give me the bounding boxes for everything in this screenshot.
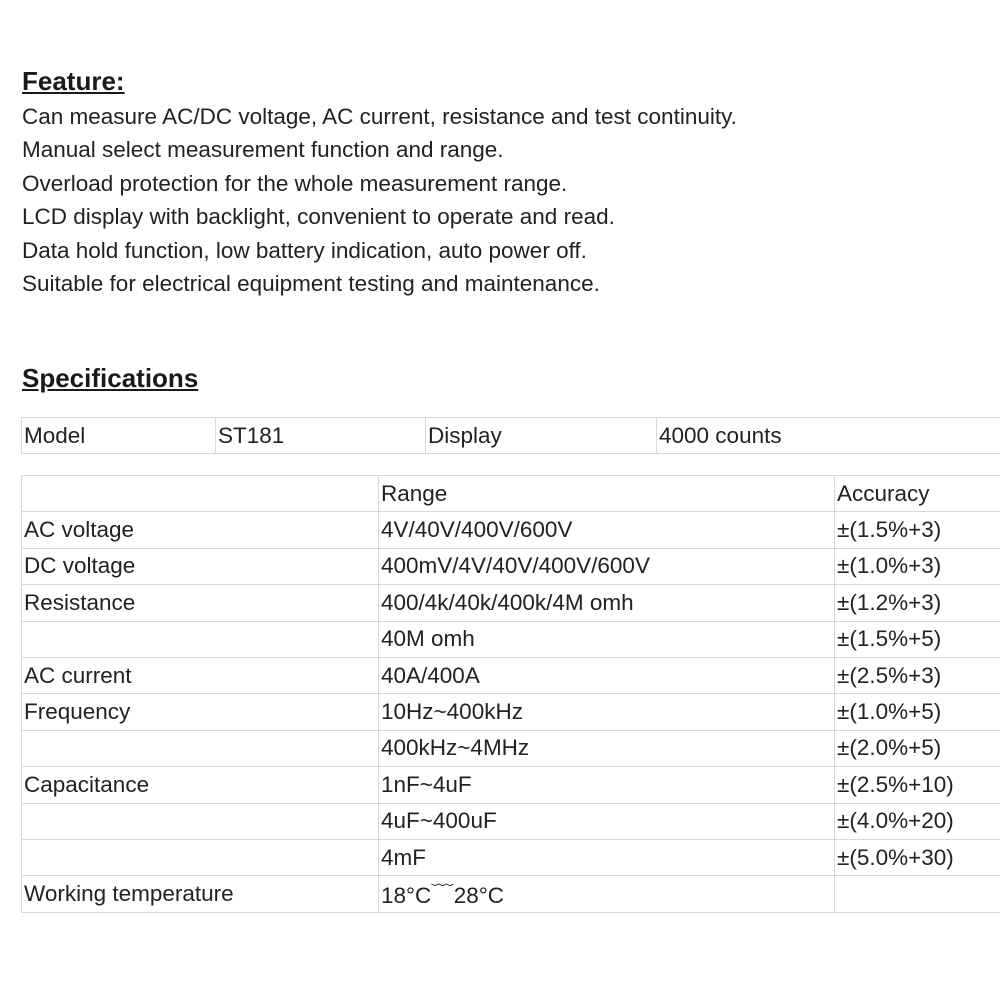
column-header: Range bbox=[379, 476, 835, 512]
accuracy-cell: ±(4.0%+20) bbox=[835, 803, 1000, 839]
table-row bbox=[22, 839, 1000, 875]
feature-item: Overload protection for the whole measurement range. bbox=[22, 170, 568, 196]
table-row bbox=[22, 694, 1000, 730]
table-row bbox=[22, 730, 1000, 766]
model-label: Model bbox=[22, 418, 216, 454]
parameter-cell: Capacitance bbox=[22, 767, 379, 803]
accuracy-cell bbox=[835, 876, 1000, 912]
feature-list bbox=[22, 100, 737, 300]
parameter-cell: Working temperature bbox=[22, 876, 379, 912]
table-row bbox=[22, 767, 1000, 803]
table-row bbox=[22, 876, 1000, 912]
range-cell: 400/4k/40k/400k/4M omh bbox=[379, 585, 835, 621]
parameter-cell: AC voltage bbox=[22, 512, 379, 548]
table-row bbox=[22, 512, 1000, 548]
feature-item: Can measure AC/DC voltage, AC current, resistance and test continuity. bbox=[22, 104, 737, 129]
table-header-row bbox=[22, 476, 1000, 512]
accuracy-cell: ±(2.0%+5) bbox=[835, 730, 1000, 766]
model-row bbox=[22, 418, 1000, 454]
model-value: ST181 bbox=[216, 418, 426, 454]
feature-item: LCD display with backlight, convenient to operate and read. bbox=[22, 204, 615, 230]
range-cell: 4mF bbox=[379, 839, 835, 875]
range-cell: 40M omh bbox=[379, 621, 835, 657]
parameter-cell bbox=[22, 803, 379, 839]
accuracy-cell: ±(1.2%+3) bbox=[835, 585, 1000, 621]
parameter-cell: DC voltage bbox=[22, 548, 379, 584]
feature-heading: Feature: bbox=[22, 66, 125, 96]
parameter-cell: Frequency bbox=[22, 694, 379, 730]
parameter-cell bbox=[22, 839, 379, 875]
accuracy-cell: ±(1.0%+3) bbox=[835, 548, 1000, 584]
range-cell: 40A/400A bbox=[379, 657, 835, 693]
table-row bbox=[22, 621, 1000, 657]
range-cell: 400kHz~4MHz bbox=[379, 730, 835, 766]
range-cell: 4V/40V/400V/600V bbox=[379, 512, 835, 548]
display-value: 4000 counts bbox=[657, 418, 1000, 454]
feature-item: Data hold function, low battery indication, auto power off. bbox=[22, 237, 587, 263]
range-cell: 4uF~400uF bbox=[379, 803, 835, 839]
accuracy-cell: ±(1.0%+5) bbox=[835, 694, 1000, 730]
accuracy-cell: ±(5.0%+30) bbox=[835, 839, 1000, 875]
column-header: Accuracy bbox=[835, 476, 1000, 512]
feature-item: Manual select measurement function and range. bbox=[22, 137, 504, 163]
table-row bbox=[22, 803, 1000, 839]
range-cell: 10Hz~400kHz bbox=[379, 694, 835, 730]
table-row bbox=[22, 585, 1000, 621]
parameter-cell bbox=[22, 621, 379, 657]
range-cell: 400mV/4V/40V/400V/600V bbox=[379, 548, 835, 584]
accuracy-cell: ±(2.5%+3) bbox=[835, 657, 1000, 693]
accuracy-cell: ±(2.5%+10) bbox=[835, 767, 1000, 803]
column-header bbox=[22, 476, 379, 512]
feature-item: Suitable for electrical equipment testing and maintenance. bbox=[22, 271, 600, 297]
accuracy-cell: ±(1.5%+3) bbox=[835, 512, 1000, 548]
display-label: Display bbox=[426, 418, 657, 454]
parameter-cell bbox=[22, 730, 379, 766]
accuracy-cell: ±(1.5%+5) bbox=[835, 621, 1000, 657]
parameter-cell: AC current bbox=[22, 657, 379, 693]
range-cell: 1nF~4uF bbox=[379, 767, 835, 803]
specifications-heading: Specifications bbox=[22, 363, 199, 393]
spec-table bbox=[21, 475, 1000, 913]
range-cell: 18°C﹋28°C bbox=[379, 876, 835, 912]
parameter-cell: Resistance bbox=[22, 585, 379, 621]
table-row bbox=[22, 548, 1000, 584]
model-table bbox=[21, 417, 1000, 454]
table-row bbox=[22, 657, 1000, 693]
